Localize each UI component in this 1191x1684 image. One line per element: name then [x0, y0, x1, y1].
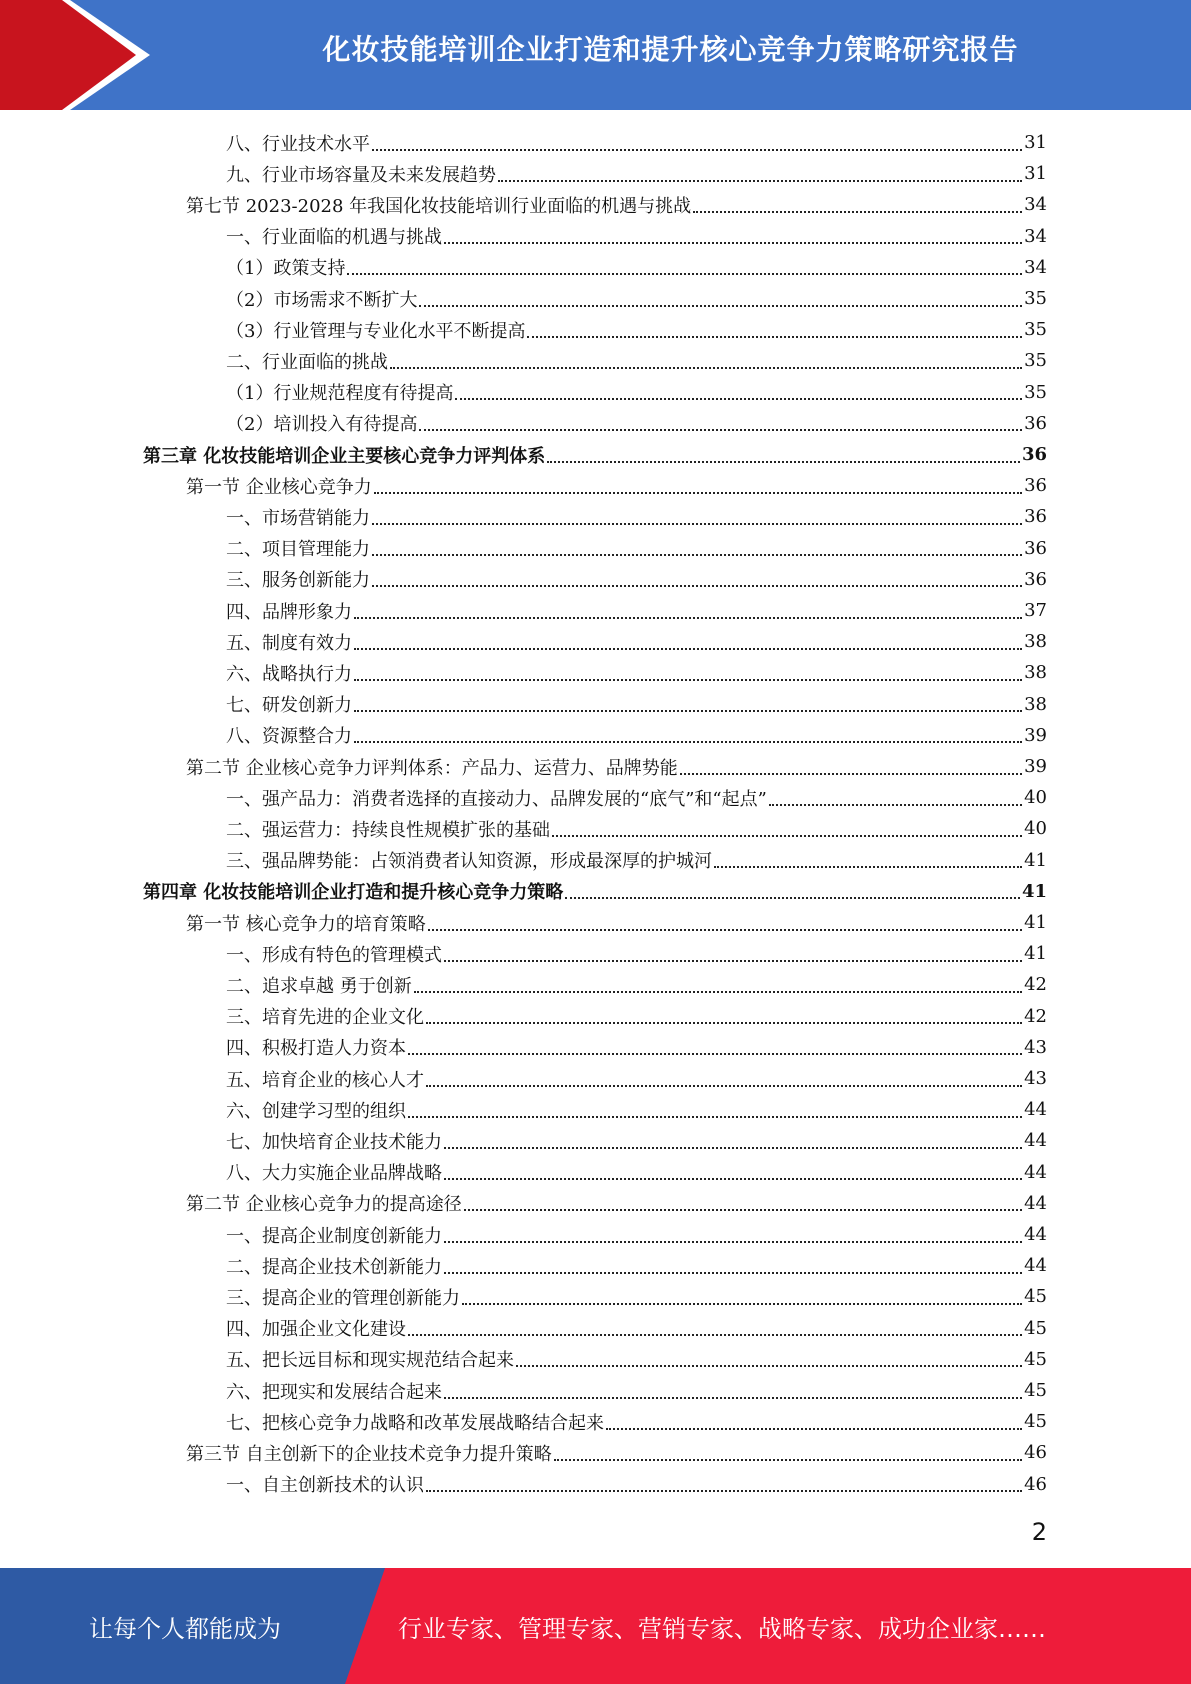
toc-entry-page: 45 [1024, 1380, 1047, 1401]
toc-dot-leader [354, 648, 1022, 650]
toc-entry-label: 六、战略执行力 [226, 663, 352, 685]
toc-entry-label: 五、制度有效力 [226, 632, 352, 654]
toc-dot-leader [426, 1490, 1022, 1492]
toc-dot-leader [419, 429, 1022, 431]
toc-dot-leader [565, 897, 1020, 899]
toc-entry-page: 34 [1024, 256, 1047, 278]
toc-entry[interactable] [226, 1406, 1047, 1437]
toc-entry[interactable] [226, 252, 1047, 283]
toc-dot-leader [347, 273, 1022, 275]
toc-entry-page: 45 [1024, 1317, 1047, 1339]
toc-entry-label: 三、提高企业的管理创新能力 [226, 1287, 460, 1309]
toc-entry-page: 45 [1024, 1348, 1047, 1370]
toc-dot-leader [354, 741, 1022, 743]
toc-entry-page: 36 [1024, 537, 1047, 559]
toc-entry-page: 41 [1024, 912, 1047, 933]
toc-entry[interactable] [226, 1157, 1047, 1188]
toc-entry-label: （1）行业规范程度有待提高 [226, 383, 454, 405]
toc-dot-leader [444, 1147, 1022, 1149]
toc-dot-leader [372, 585, 1022, 587]
toc-entry-label: 一、提高企业制度创新能力 [226, 1225, 442, 1247]
toc-entry[interactable] [226, 1219, 1047, 1250]
toc-entry[interactable] [226, 408, 1047, 439]
toc-dot-leader [444, 960, 1022, 962]
red-chevron-icon [0, 0, 160, 110]
toc-entry[interactable] [226, 813, 1047, 844]
toc-dot-leader [680, 773, 1022, 775]
toc-entry[interactable] [143, 876, 1047, 907]
toc-dot-leader [372, 523, 1022, 525]
toc-entry-page: 46 [1024, 1473, 1047, 1495]
toc-entry-label: 九、行业市场容量及未来发展趋势 [226, 164, 496, 186]
toc-entry-label: 四、加强企业文化建设 [226, 1319, 406, 1341]
toc-entry[interactable] [226, 1032, 1047, 1063]
toc-entry[interactable] [226, 782, 1047, 813]
toc-dot-leader [554, 1459, 1022, 1461]
toc-entry-page: 40 [1024, 818, 1047, 840]
toc-entry[interactable] [226, 1469, 1047, 1500]
toc-entry-label: 七、研发创新力 [226, 695, 352, 717]
toc-entry-label: 第一节 核心竞争力的培育策略 [186, 913, 426, 935]
toc-entry[interactable] [226, 501, 1047, 532]
toc-entry[interactable] [226, 720, 1047, 751]
toc-entry-label: 一、行业面临的机遇与挑战 [226, 227, 442, 249]
toc-dot-leader [408, 1116, 1022, 1118]
toc-entry[interactable] [226, 689, 1047, 720]
toc-dot-leader [516, 1365, 1022, 1367]
toc-entry[interactable] [226, 1313, 1047, 1344]
toc-entry-label: 第三节 自主创新下的企业技术竞争力提升策略 [186, 1443, 552, 1465]
toc-entry-page: 36 [1021, 444, 1047, 465]
toc-entry-page: 34 [1024, 194, 1047, 216]
page-header [0, 0, 1191, 110]
toc-entry-page: 46 [1024, 1442, 1047, 1464]
toc-entry-page: 45 [1024, 1286, 1047, 1308]
toc-entry[interactable] [186, 1437, 1047, 1468]
toc-entry[interactable] [186, 1188, 1047, 1219]
toc-entry[interactable] [226, 158, 1047, 189]
toc-entry-label: （1）政策支持 [226, 258, 346, 280]
toc-entry-page: 36 [1024, 475, 1047, 497]
toc-entry-label: 六、把现实和发展结合起来 [226, 1381, 442, 1403]
toc-dot-leader [428, 929, 1022, 931]
toc-dot-leader [374, 492, 1022, 494]
toc-entry-page: 36 [1024, 412, 1047, 434]
toc-dot-leader [354, 679, 1022, 681]
toc-dot-leader [426, 1022, 1022, 1024]
footer-slogan-left: 让每个人都能成为 [89, 1614, 281, 1643]
toc-dot-leader [455, 398, 1022, 400]
toc-entry-page: 35 [1024, 350, 1047, 372]
toc-entry-label: 五、培育企业的核心人才 [226, 1069, 424, 1091]
toc-entry-label: 第七节 2023-2028 年我国化妆技能培训行业面临的机遇与挑战 [186, 195, 692, 217]
toc-dot-leader [414, 991, 1022, 993]
toc-dot-leader [444, 1397, 1022, 1399]
toc-dot-leader [390, 367, 1022, 369]
toc-entry-page: 39 [1024, 724, 1047, 746]
toc-entry-page: 43 [1024, 1068, 1047, 1089]
toc-entry-page: 44 [1024, 1224, 1047, 1245]
toc-entry[interactable] [226, 845, 1047, 876]
toc-entry[interactable] [226, 345, 1047, 376]
toc-entry-page: 35 [1024, 381, 1047, 403]
toc-dot-leader [464, 1209, 1022, 1211]
toc-entry-label: 一、市场营销能力 [226, 507, 370, 529]
toc-entry-label: （2）市场需求不断扩大 [226, 289, 418, 311]
toc-entry[interactable] [226, 533, 1047, 564]
toc-entry[interactable] [226, 1063, 1047, 1094]
toc-entry-page: 42 [1024, 974, 1047, 996]
toc-dot-leader [498, 180, 1022, 182]
toc-entry-label: 三、强品牌势能：占领消费者认知资源，形成最深厚的护城河 [226, 851, 712, 873]
toc-entry-page: 44 [1024, 1161, 1047, 1183]
toc-dot-leader [419, 305, 1022, 307]
toc-entry-label: 八、行业技术水平 [226, 133, 370, 155]
toc-entry[interactable] [226, 283, 1047, 314]
toc-dot-leader [426, 1085, 1022, 1087]
toc-entry-page: 35 [1024, 288, 1047, 309]
toc-entry[interactable] [226, 1125, 1047, 1156]
toc-entry-label: 一、自主创新技术的认识 [226, 1475, 424, 1497]
toc-entry-label: 四、品牌形象力 [226, 601, 352, 623]
toc-entry-label: 第二节 企业核心竞争力评判体系：产品力、运营力、品牌势能 [186, 757, 678, 779]
toc-entry-label: 七、把核心竞争力战略和改革发展战略结合起来 [226, 1412, 604, 1434]
toc-entry-page: 38 [1024, 631, 1047, 653]
toc-entry-page: 44 [1024, 1192, 1047, 1214]
toc-entry-label: 二、强运营力：持续良性规模扩张的基础 [226, 819, 550, 841]
toc-dot-leader [769, 804, 1022, 806]
toc-entry-label: 五、把长远目标和现实规范结合起来 [226, 1350, 514, 1372]
toc-dot-leader [444, 1272, 1022, 1274]
toc-entry-page: 41 [1024, 943, 1047, 965]
toc-dot-leader [408, 1053, 1022, 1055]
toc-dot-leader [444, 1178, 1022, 1180]
toc-entry[interactable] [226, 314, 1047, 345]
toc-entry-label: 八、资源整合力 [226, 726, 352, 748]
toc-dot-leader [547, 461, 1020, 463]
toc-entry-page: 40 [1024, 787, 1047, 809]
toc-entry-label: 四、积极打造人力资本 [226, 1038, 406, 1060]
toc-entry[interactable] [226, 1001, 1047, 1032]
toc-entry-page: 31 [1024, 132, 1047, 153]
toc-entry-label: 一、形成有特色的管理模式 [226, 944, 442, 966]
toc-entry-label: （2）培训投入有待提高 [226, 414, 418, 436]
toc-entry-label: 第二节 企业核心竞争力的提高途径 [186, 1194, 462, 1216]
toc-entry-page: 38 [1024, 662, 1047, 684]
toc-dot-leader [354, 617, 1022, 619]
toc-dot-leader [693, 211, 1022, 213]
toc-entry-label: 八、大力实施企业品牌战略 [226, 1163, 442, 1185]
toc-entry[interactable] [143, 439, 1047, 470]
toc-entry-page: 36 [1024, 506, 1047, 528]
toc-entry-label: 二、行业面临的挑战 [226, 351, 388, 373]
toc-dot-leader [444, 1241, 1022, 1243]
toc-entry[interactable] [226, 626, 1047, 657]
toc-entry-label: 六、创建学习型的组织 [226, 1100, 406, 1122]
toc-dot-leader [444, 242, 1022, 244]
toc-entry[interactable] [226, 969, 1047, 1000]
toc-entry-page: 42 [1024, 1005, 1047, 1027]
toc-entry-label: 第一节 企业核心竞争力 [186, 476, 372, 498]
toc-entry-label: 二、追求卓越 勇于创新 [226, 975, 412, 997]
toc-entry-label: （3）行业管理与专业化水平不断提高 [226, 320, 526, 342]
toc-dot-leader [462, 1303, 1022, 1305]
toc-entry-page: 41 [1021, 880, 1047, 902]
toc-entry[interactable] [226, 657, 1047, 688]
toc-dot-leader [372, 149, 1022, 151]
toc-entry-page: 44 [1024, 1130, 1047, 1152]
toc-entry[interactable] [226, 564, 1047, 595]
toc-entry[interactable] [226, 127, 1047, 158]
toc-entry[interactable] [226, 1281, 1047, 1312]
toc-entry[interactable] [226, 938, 1047, 969]
toc-entry[interactable] [226, 1250, 1047, 1281]
toc-entry-page: 36 [1024, 568, 1047, 590]
toc-entry-label: 七、加快培育企业技术能力 [226, 1131, 442, 1153]
toc-entry-page: 41 [1024, 849, 1047, 871]
toc-entry[interactable] [226, 1094, 1047, 1125]
toc-entry[interactable] [226, 595, 1047, 626]
toc-entry-label: 三、培育先进的企业文化 [226, 1007, 424, 1029]
toc-entry-page: 34 [1024, 225, 1047, 247]
toc-dot-leader [408, 1334, 1022, 1336]
toc-entry[interactable] [226, 221, 1047, 252]
toc-entry-label: 第四章 化妆技能培训企业打造和提升核心竞争力策略 [143, 882, 564, 904]
toc-entry-page: 31 [1024, 163, 1047, 185]
toc-entry-page: 38 [1024, 693, 1047, 715]
toc-entry-page: 44 [1024, 1099, 1047, 1121]
toc-entry-page: 37 [1024, 600, 1047, 621]
toc-dot-leader [606, 1428, 1022, 1430]
toc-entry-page: 43 [1024, 1036, 1047, 1058]
toc-dot-leader [354, 710, 1022, 712]
toc-entry-label: 一、强产品力：消费者选择的直接动力、品牌发展的“底气”和“起点” [226, 788, 767, 810]
document-title: 化妆技能培训企业打造和提升核心竞争力策略研究报告 [322, 33, 1019, 66]
toc-entry[interactable] [186, 907, 1047, 938]
toc-entry[interactable] [186, 751, 1047, 782]
toc-entry-label: 二、提高企业技术创新能力 [226, 1256, 442, 1278]
page-number: 2 [1031, 1518, 1047, 1546]
page-footer [0, 1568, 1191, 1684]
toc-dot-leader [372, 554, 1022, 556]
toc-entry-label: 二、项目管理能力 [226, 539, 370, 561]
toc-entry[interactable] [226, 1375, 1047, 1406]
toc-entry-page: 39 [1024, 756, 1047, 777]
toc-entry-page: 45 [1024, 1411, 1047, 1433]
footer-slogan-right: 行业专家、管理专家、营销专家、战略专家、成功企业家…… [398, 1614, 1046, 1643]
toc-entry[interactable] [186, 470, 1047, 501]
toc-entry[interactable] [226, 1344, 1047, 1375]
toc-dot-leader [552, 835, 1022, 837]
toc-dot-leader [527, 336, 1022, 338]
toc-dot-leader [714, 866, 1022, 868]
toc-entry-page: 44 [1024, 1255, 1047, 1277]
toc-entry[interactable] [186, 189, 1047, 220]
toc-entry-label: 第三章 化妆技能培训企业主要核心竞争力评判体系 [143, 445, 546, 467]
toc-entry-page: 35 [1024, 319, 1047, 341]
toc-entry[interactable] [226, 377, 1047, 408]
toc-entry-label: 三、服务创新能力 [226, 570, 370, 592]
